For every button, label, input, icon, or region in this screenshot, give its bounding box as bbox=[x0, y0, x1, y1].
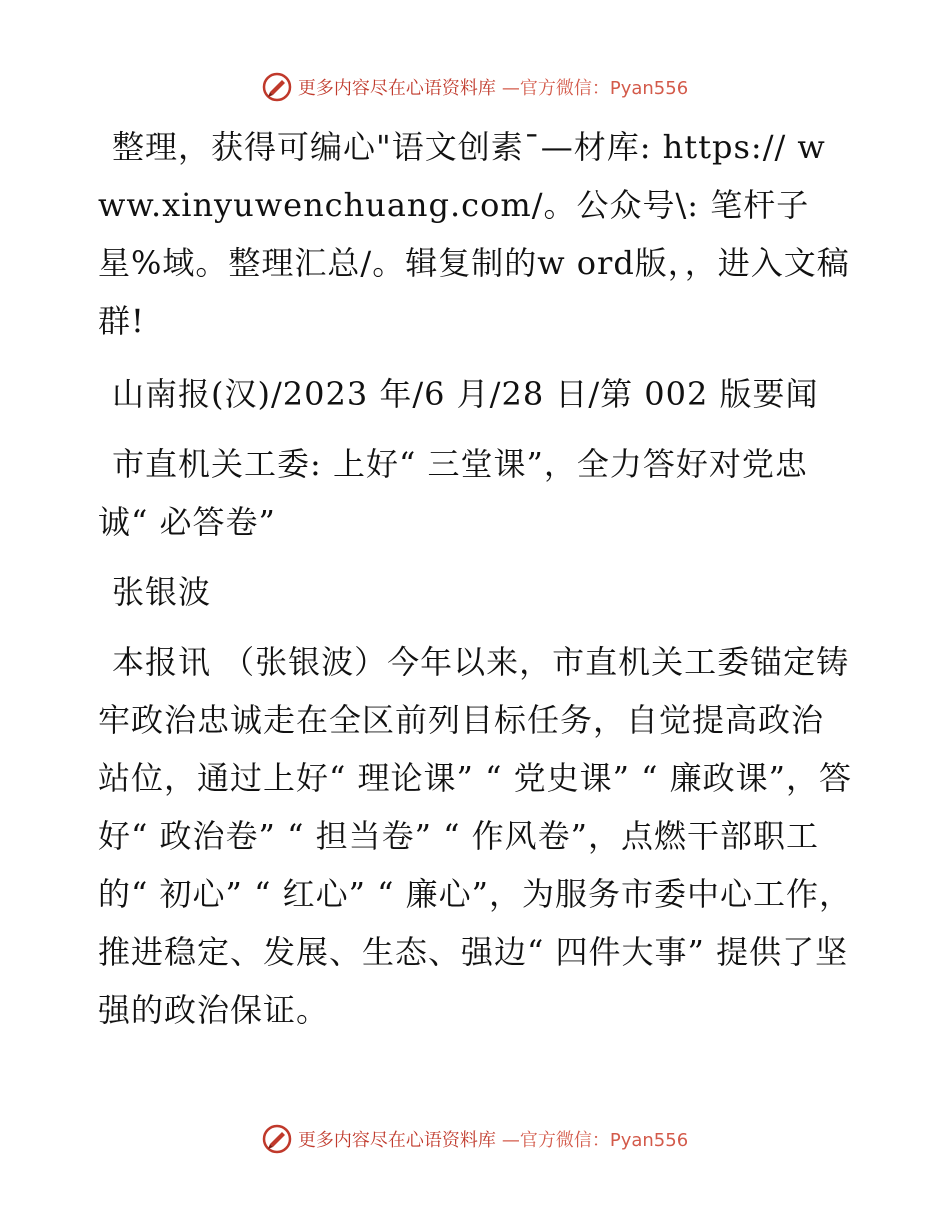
logo-icon bbox=[262, 1124, 292, 1154]
document-body bbox=[98, 118, 853, 1054]
watermark-contact: —官方微信：Pyan556 bbox=[501, 1130, 689, 1151]
logo-icon bbox=[262, 72, 292, 102]
headline: 市直机关工委: 上好“ 三堂课”，全力答好对党忠诚“ 必答卷” bbox=[98, 445, 808, 541]
watermark-contact: —官方微信：Pyan556 bbox=[501, 78, 689, 99]
source-line: 山南报(汉)/2023 年/6 月/28 日/第 002 版要闻 bbox=[112, 375, 819, 413]
watermark-text: 更多内容尽在心语资料库 bbox=[297, 1130, 496, 1151]
watermark-text: 更多内容尽在心语资料库 bbox=[297, 78, 496, 99]
author-line: 张银波 bbox=[112, 573, 212, 611]
body-paragraph: 本报讯 （张银波）今年以来，市直机关工委锚定铸牢政治忠诚走在全区前列目标任务，自觉提高政治站位，通过上好“ 理论课” “ 党史课” “ 廉政课”，答好“ 政治卷” “ 担当卷” “ 作风卷”，点燃干部职工的“ 初心” “ 红心” “ 廉心”，为服务市委中心工作，推进稳定、发展、生态、强边“ 四件大事” 提供了坚强的政治保证。 bbox=[98, 643, 853, 1029]
footer-watermark bbox=[0, 1124, 950, 1154]
intro-paragraph: 整理，获得可编心"语文创素¯—材库: https:// www.xinyuwenchuang.com/。公众号\: 笔杆子星%域。整理汇总/。辑复制的w ord版，，进入文稿群! bbox=[98, 128, 850, 340]
header-watermark bbox=[0, 72, 950, 102]
